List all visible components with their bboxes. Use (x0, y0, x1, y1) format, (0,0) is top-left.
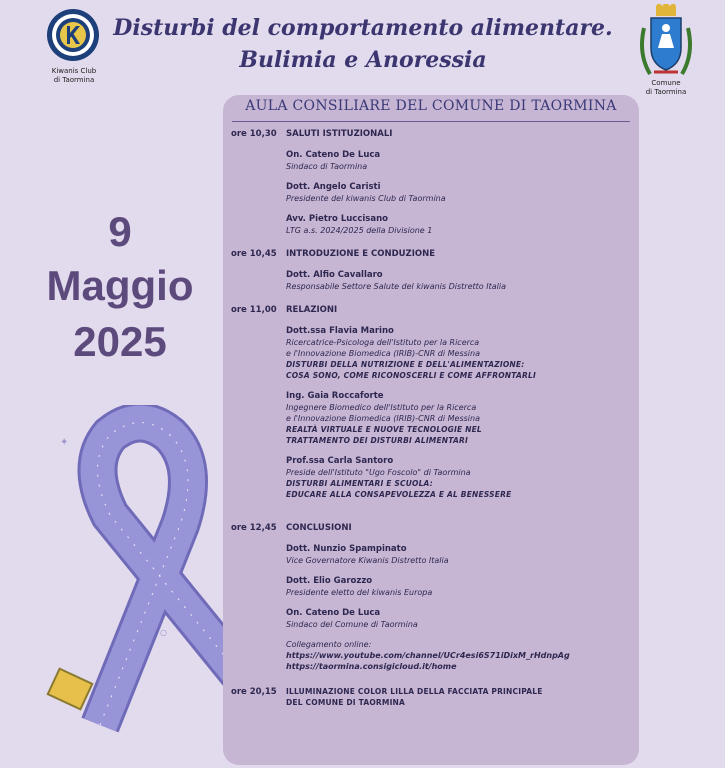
section-heading: INTRODUZIONE E CONDUZIONE (286, 249, 436, 259)
speaker-name: On. Cateno De Luca (286, 150, 381, 160)
venue-title: AULA CONSILIARE DEL COMUNE DI TAORMINA (245, 98, 617, 114)
speaker (286, 575, 631, 598)
speaker-role: Sindaco di Taormina (286, 162, 368, 171)
section-heading: CONCLUSIONI (286, 523, 352, 533)
speaker-role: Ricercatrice-Psicologa dell'Istituto per la Ricerca (286, 338, 480, 347)
speaker-role: Vice Governatore Kiwanis Distretto Italia (286, 556, 449, 565)
svg-text:○: ○ (170, 418, 177, 427)
speaker (286, 325, 631, 381)
talk-topic: EDUCARE ALLA CONSAPEVOLEZZA E AL BENESSERE (286, 490, 512, 499)
program-section (231, 522, 631, 672)
program-section (231, 686, 631, 708)
closing-note: ILLUMINAZIONE COLOR LILLA DELLA FACCIATA PRINCIPALE (286, 687, 543, 696)
speaker-role: Preside dell'Istituto "Ugo Foscolo" di Taormina (286, 468, 471, 477)
speaker (286, 543, 631, 566)
page-title (108, 12, 618, 76)
closing-note: DEL COMUNE DI TAORMINA (286, 698, 406, 707)
program-section (231, 304, 631, 500)
speaker-role: Ingegnere Biomedico dell'Istituto per la Ricerca (286, 403, 477, 412)
speaker-role: LTG a.s. 2024/2025 della Divisione 1 (286, 226, 433, 235)
taormina-crest-icon (636, 4, 696, 78)
speaker (286, 455, 631, 500)
talk-topic: COSA SONO, COME RICONOSCERLI E COME AFFRONTARLI (286, 371, 536, 380)
date-day: 9 (108, 208, 132, 255)
section-heading: SALUTI ISTITUZIONALI (286, 129, 393, 139)
date-year: 2025 (73, 318, 167, 365)
speaker-name: Dott.ssa Flavia Marino (286, 326, 394, 336)
title-line-2: Bulimia e Anoressia (239, 47, 487, 73)
talk-topic: DISTURBI ALIMENTARI E SCUOLA: (286, 479, 433, 488)
program (231, 128, 631, 708)
speaker-role: Presidente eletto del kiwanis Europa (286, 588, 433, 597)
section-time: ore 10,30 (231, 129, 277, 139)
speaker-name: On. Cateno De Luca (286, 608, 381, 618)
speaker-name: Prof.ssa Carla Santoro (286, 456, 394, 466)
speaker (286, 149, 631, 172)
talk-topic: DISTURBI DELLA NUTRIZIONE E DELL'ALIMENTAZIONE: (286, 360, 525, 369)
speaker-name: Avv. Pietro Luccisano (286, 214, 388, 224)
section-time: ore 12,45 (231, 523, 277, 533)
speaker (286, 269, 631, 292)
speaker (286, 390, 631, 446)
youtube-link[interactable]: https://www.youtube.com/channel/UCr4esi6S71iDixM_rHdnpAg (286, 651, 570, 660)
speaker-role: Sindaco del Comune di Taormina (286, 620, 418, 629)
speaker-role: Presidente del kiwanis Club di Taormina (286, 194, 446, 203)
program-section (231, 128, 631, 236)
svg-text:○: ○ (160, 628, 167, 637)
speaker-role: e l'Innovazione Biomedica (IRIB)-CNR di Messina (286, 349, 480, 358)
taormina-caption: Comune di Taormina (645, 79, 687, 96)
speaker-role: e l'Innovazione Biomedica (IRIB)-CNR di Messina (286, 414, 480, 423)
speaker-name: Dott. Elio Garozzo (286, 576, 373, 586)
speaker-name: Dott. Nunzio Spampinato (286, 544, 407, 554)
svg-text:✦: ✦ (60, 437, 69, 448)
consiglio-link[interactable]: https://taormina.consigicloud.it/home (286, 662, 457, 671)
section-time: ore 11,00 (231, 305, 277, 315)
section-heading: RELAZIONI (286, 305, 338, 315)
online-label: Collegamento online: (286, 640, 372, 649)
speaker-name: Ing. Gaia Roccaforte (286, 391, 384, 401)
talk-topic: REALTÀ VIRTUALE E NUOVE TECNOLOGIE NEL (286, 425, 482, 434)
speaker (286, 181, 631, 204)
title-line-1: Disturbi del comportamento alimentare. (113, 15, 613, 41)
venue-divider (232, 121, 630, 122)
kiwanis-caption: Kiwanis Club di Taormina (51, 67, 97, 84)
program-section (231, 248, 631, 292)
speaker (286, 607, 631, 630)
kiwanis-logo-icon (46, 8, 100, 62)
online-links (286, 639, 631, 672)
section-time: ore 20,15 (231, 687, 277, 697)
section-time: ore 10,45 (231, 249, 277, 259)
speaker-name: Dott. Angelo Caristi (286, 182, 381, 192)
speaker (286, 213, 631, 236)
talk-topic: TRATTAMENTO DEI DISTURBI ALIMENTARI (286, 436, 468, 445)
date-month: Maggio (46, 262, 194, 309)
speaker-role: Responsabile Settore Salute del kiwanis Distretto Italia (286, 282, 506, 291)
speaker-name: Dott. Alfio Cavallaro (286, 270, 383, 280)
